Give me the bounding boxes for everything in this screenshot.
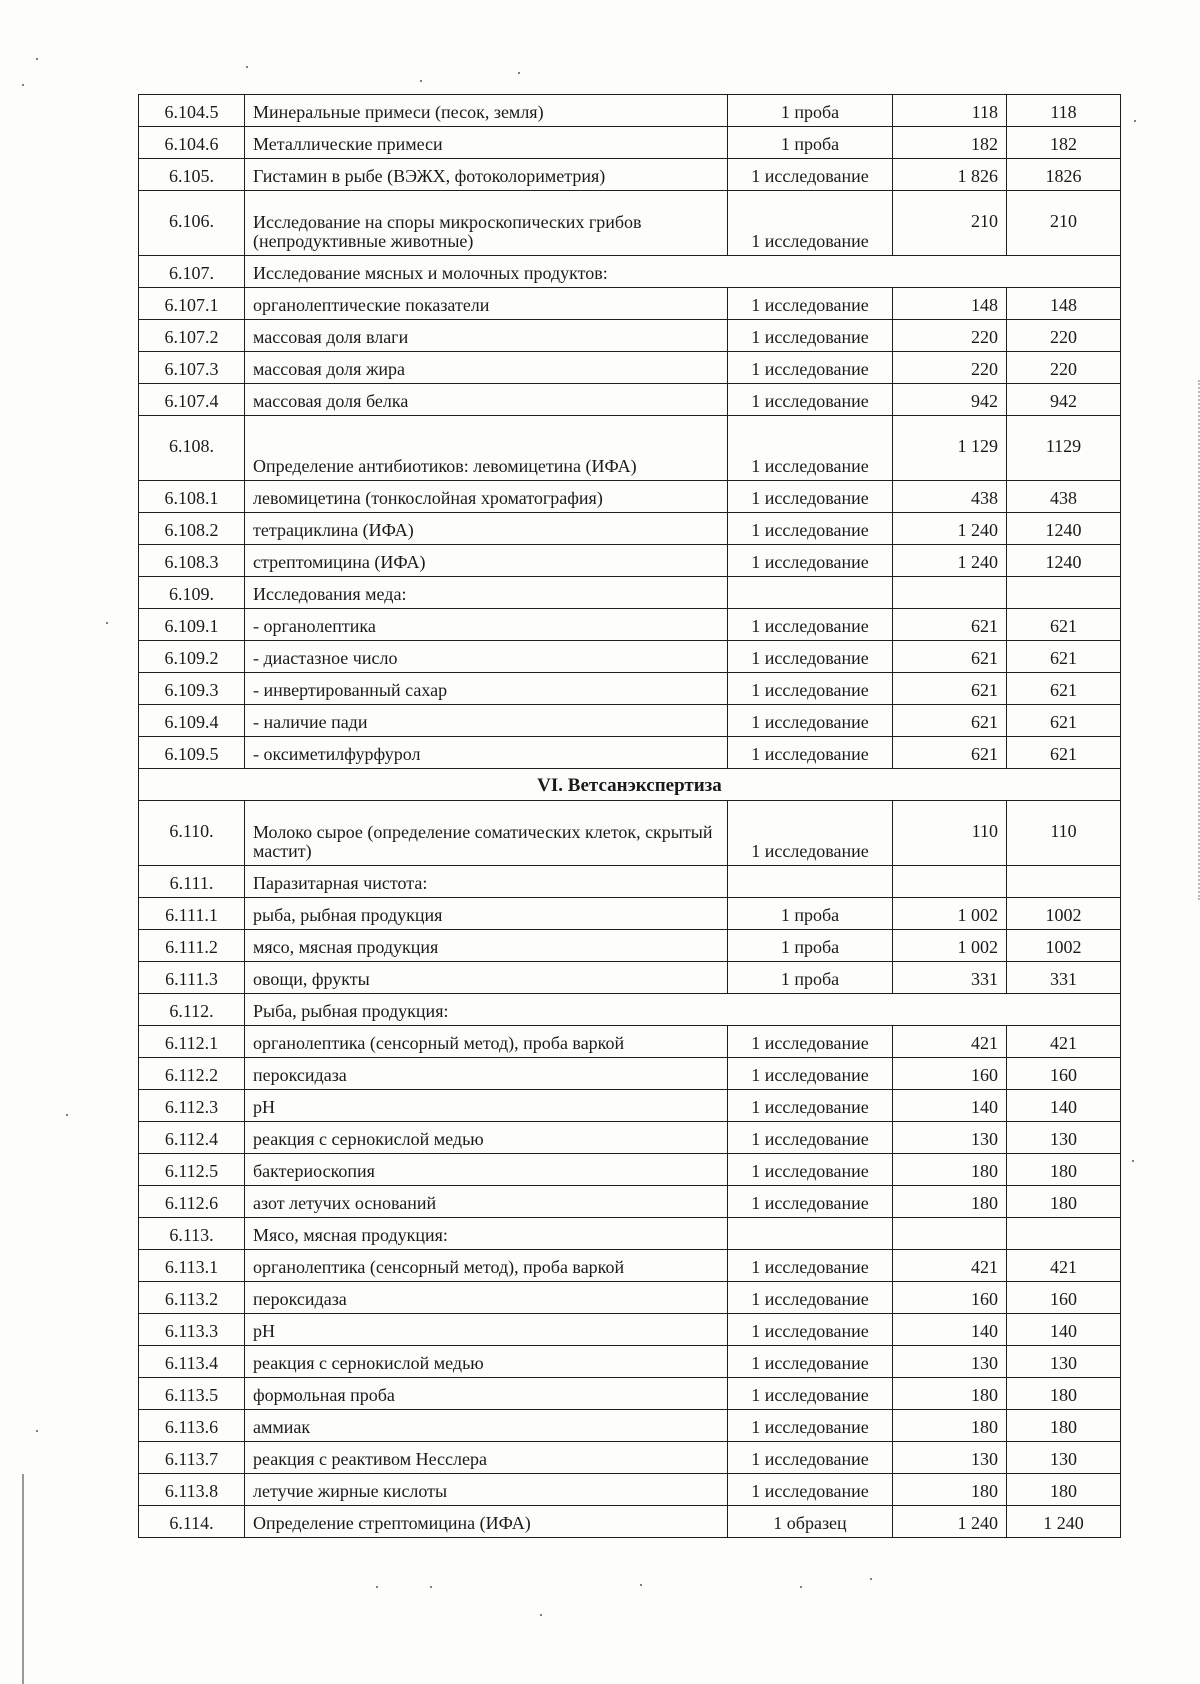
row-unit: 1 исследование — [728, 641, 893, 673]
row-name: Паразитарная чистота: — [245, 866, 728, 898]
row-name: - наличие пади — [245, 705, 728, 737]
row-code: 6.108.1 — [139, 481, 245, 513]
row-unit: 1 проба — [728, 127, 893, 159]
row-price-2: 130 — [1007, 1346, 1121, 1378]
row-unit: 1 исследование — [728, 288, 893, 320]
row-code: 6.112.1 — [139, 1026, 245, 1058]
row-price-2: 438 — [1007, 481, 1121, 513]
row-price-2: 180 — [1007, 1474, 1121, 1506]
row-unit: 1 исследование — [728, 1250, 893, 1282]
row-name: - диастазное число — [245, 641, 728, 673]
row-code: 6.113.6 — [139, 1410, 245, 1442]
table-row — [139, 320, 1121, 352]
table-row — [139, 673, 1121, 705]
row-price-2: 148 — [1007, 288, 1121, 320]
row-unit: 1 проба — [728, 95, 893, 127]
row-code: 6.111.3 — [139, 962, 245, 994]
table-row — [139, 384, 1121, 416]
row-code: 6.109. — [139, 577, 245, 609]
row-price-1: 421 — [893, 1250, 1007, 1282]
row-unit — [728, 1218, 893, 1250]
row-code: 6.107. — [139, 256, 245, 288]
row-code: 6.107.3 — [139, 352, 245, 384]
row-name: реакция с сернокислой медью — [245, 1122, 728, 1154]
row-unit: 1 исследование — [728, 1442, 893, 1474]
table-row — [139, 930, 1121, 962]
row-code: 6.109.3 — [139, 673, 245, 705]
row-price-1 — [893, 577, 1007, 609]
row-unit: 1 образец — [728, 1506, 893, 1538]
table-row — [139, 288, 1121, 320]
row-price-2: 140 — [1007, 1314, 1121, 1346]
table-row — [139, 1122, 1121, 1154]
row-name: летучие жирные кислоты — [245, 1474, 728, 1506]
table-row — [139, 416, 1121, 481]
row-code: 6.109.4 — [139, 705, 245, 737]
row-name: Гистамин в рыбе (ВЭЖХ, фотоколориметрия) — [245, 159, 728, 191]
row-name: Определение антибиотиков: левомицетина (ИФА) — [245, 416, 728, 481]
row-name: бактериоскопия — [245, 1154, 728, 1186]
row-unit: 1 исследование — [728, 545, 893, 577]
row-code: 6.107.4 — [139, 384, 245, 416]
row-price-1: 621 — [893, 673, 1007, 705]
row-price-1: 210 — [893, 191, 1007, 256]
row-price-2: 220 — [1007, 320, 1121, 352]
row-price-2: 118 — [1007, 95, 1121, 127]
price-table-body — [139, 95, 1121, 1538]
row-price-1: 180 — [893, 1474, 1007, 1506]
row-price-1: 130 — [893, 1122, 1007, 1154]
row-price-2: 1129 — [1007, 416, 1121, 481]
row-price-2: 180 — [1007, 1154, 1121, 1186]
row-code: 6.113.8 — [139, 1474, 245, 1506]
row-unit: 1 проба — [728, 930, 893, 962]
row-name: - инвертированный сахар — [245, 673, 728, 705]
table-row — [139, 1026, 1121, 1058]
row-unit: 1 проба — [728, 898, 893, 930]
row-code: 6.104.5 — [139, 95, 245, 127]
table-row — [139, 705, 1121, 737]
row-code: 6.113.1 — [139, 1250, 245, 1282]
row-price-1: 421 — [893, 1026, 1007, 1058]
row-price-2: 130 — [1007, 1442, 1121, 1474]
row-price-1: 180 — [893, 1410, 1007, 1442]
row-price-1: 1 240 — [893, 513, 1007, 545]
row-unit: 1 проба — [728, 962, 893, 994]
row-code: 6.111.2 — [139, 930, 245, 962]
row-price-1: 1 002 — [893, 898, 1007, 930]
row-name: pH — [245, 1314, 728, 1346]
table-row — [139, 545, 1121, 577]
row-price-2: 160 — [1007, 1282, 1121, 1314]
row-price-1: 160 — [893, 1058, 1007, 1090]
section-header-row — [139, 769, 1121, 801]
row-price-2: 621 — [1007, 705, 1121, 737]
row-price-1: 1 826 — [893, 159, 1007, 191]
row-price-2: 180 — [1007, 1186, 1121, 1218]
row-code: 6.111. — [139, 866, 245, 898]
row-unit: 1 исследование — [728, 1346, 893, 1378]
row-price-2: 1 240 — [1007, 1506, 1121, 1538]
row-price-1: 621 — [893, 609, 1007, 641]
table-row — [139, 1250, 1121, 1282]
row-price-2: 220 — [1007, 352, 1121, 384]
table-row — [139, 577, 1121, 609]
row-name: Исследования меда: — [245, 577, 728, 609]
row-price-2: 421 — [1007, 1250, 1121, 1282]
row-name: пероксидаза — [245, 1282, 728, 1314]
row-price-2: 1002 — [1007, 930, 1121, 962]
row-price-2: 180 — [1007, 1378, 1121, 1410]
row-name: органолептические показатели — [245, 288, 728, 320]
row-price-1: 182 — [893, 127, 1007, 159]
scan-edge-marks — [1190, 380, 1200, 900]
row-code: 6.104.6 — [139, 127, 245, 159]
row-unit: 1 исследование — [728, 1026, 893, 1058]
row-price-2: 110 — [1007, 801, 1121, 866]
row-name: реакция с реактивом Несслера — [245, 1442, 728, 1474]
row-code: 6.109.1 — [139, 609, 245, 641]
row-price-1: 621 — [893, 705, 1007, 737]
row-name: массовая доля белка — [245, 384, 728, 416]
row-name: Минеральные примеси (песок, земля) — [245, 95, 728, 127]
row-code: 6.114. — [139, 1506, 245, 1538]
row-price-2: 1240 — [1007, 513, 1121, 545]
table-row — [139, 962, 1121, 994]
row-unit: 1 исследование — [728, 1282, 893, 1314]
row-price-1: 130 — [893, 1442, 1007, 1474]
row-name: - оксиметилфурфурол — [245, 737, 728, 769]
row-price-2: 130 — [1007, 1122, 1121, 1154]
row-name: тетрациклина (ИФА) — [245, 513, 728, 545]
row-price-1 — [893, 1218, 1007, 1250]
row-name: левомицетина (тонкослойная хроматография) — [245, 481, 728, 513]
row-unit: 1 исследование — [728, 384, 893, 416]
row-name: аммиак — [245, 1410, 728, 1442]
table-row — [139, 1346, 1121, 1378]
section-title: VI. Ветсанэкспертиза — [139, 769, 1121, 801]
row-price-2: 942 — [1007, 384, 1121, 416]
row-name: мясо, мясная продукция — [245, 930, 728, 962]
row-unit: 1 исследование — [728, 1154, 893, 1186]
row-unit: 1 исследование — [728, 1314, 893, 1346]
table-row — [139, 609, 1121, 641]
row-unit: 1 исследование — [728, 801, 893, 866]
row-price-2 — [1007, 866, 1121, 898]
scan-left-edge — [0, 1474, 24, 1684]
row-price-2: 421 — [1007, 1026, 1121, 1058]
row-price-2: 160 — [1007, 1058, 1121, 1090]
row-name: азот летучих оснований — [245, 1186, 728, 1218]
table-row — [139, 1442, 1121, 1474]
row-price-1: 331 — [893, 962, 1007, 994]
row-unit: 1 исследование — [728, 737, 893, 769]
row-price-1: 621 — [893, 641, 1007, 673]
row-unit: 1 исследование — [728, 1058, 893, 1090]
row-code: 6.107.1 — [139, 288, 245, 320]
table-row — [139, 1410, 1121, 1442]
table-row — [139, 1474, 1121, 1506]
row-name: Определение стрептомицина (ИФА) — [245, 1506, 728, 1538]
row-unit: 1 исследование — [728, 609, 893, 641]
row-name: Исследование мясных и молочных продуктов: — [245, 256, 1121, 288]
row-price-1: 621 — [893, 737, 1007, 769]
table-row — [139, 1154, 1121, 1186]
row-unit: 1 исследование — [728, 159, 893, 191]
row-name: Молоко сырое (определение соматических клеток, скрытый мастит) — [245, 801, 728, 866]
table-row — [139, 1186, 1121, 1218]
table-row — [139, 1282, 1121, 1314]
row-unit: 1 исследование — [728, 1378, 893, 1410]
table-row — [139, 513, 1121, 545]
row-price-1: 1 240 — [893, 1506, 1007, 1538]
row-unit: 1 исследование — [728, 673, 893, 705]
table-row — [139, 737, 1121, 769]
row-code: 6.106. — [139, 191, 245, 256]
row-code: 6.105. — [139, 159, 245, 191]
table-row — [139, 1378, 1121, 1410]
row-price-2: 1002 — [1007, 898, 1121, 930]
row-unit — [728, 577, 893, 609]
row-price-1: 1 129 — [893, 416, 1007, 481]
row-code: 6.108. — [139, 416, 245, 481]
row-code: 6.113. — [139, 1218, 245, 1250]
row-name: стрептомицина (ИФА) — [245, 545, 728, 577]
row-code: 6.108.2 — [139, 513, 245, 545]
row-unit — [728, 866, 893, 898]
row-price-1: 140 — [893, 1090, 1007, 1122]
row-unit: 1 исследование — [728, 513, 893, 545]
row-price-2: 1240 — [1007, 545, 1121, 577]
table-row — [139, 866, 1121, 898]
row-price-2: 621 — [1007, 673, 1121, 705]
row-code: 6.113.3 — [139, 1314, 245, 1346]
row-unit: 1 исследование — [728, 1474, 893, 1506]
row-price-1: 1 240 — [893, 545, 1007, 577]
table-row — [139, 352, 1121, 384]
table-row — [139, 1058, 1121, 1090]
row-unit: 1 исследование — [728, 191, 893, 256]
row-name: pH — [245, 1090, 728, 1122]
row-code: 6.113.7 — [139, 1442, 245, 1474]
row-code: 6.107.2 — [139, 320, 245, 352]
row-unit: 1 исследование — [728, 352, 893, 384]
row-price-2: 182 — [1007, 127, 1121, 159]
row-name: овощи, фрукты — [245, 962, 728, 994]
table-row — [139, 1314, 1121, 1346]
price-table — [138, 94, 1121, 1538]
row-name: - органолептика — [245, 609, 728, 641]
row-unit: 1 исследование — [728, 481, 893, 513]
table-row — [139, 801, 1121, 866]
row-name: реакция с сернокислой медью — [245, 1346, 728, 1378]
row-code: 6.112.4 — [139, 1122, 245, 1154]
row-code: 6.110. — [139, 801, 245, 866]
row-code: 6.109.2 — [139, 641, 245, 673]
row-code: 6.112.5 — [139, 1154, 245, 1186]
table-row — [139, 1506, 1121, 1538]
row-code: 6.108.3 — [139, 545, 245, 577]
row-name: массовая доля влаги — [245, 320, 728, 352]
row-unit: 1 исследование — [728, 320, 893, 352]
row-code: 6.113.4 — [139, 1346, 245, 1378]
table-row — [139, 159, 1121, 191]
table-row — [139, 191, 1121, 256]
row-price-1: 148 — [893, 288, 1007, 320]
row-price-2 — [1007, 577, 1121, 609]
row-price-1: 118 — [893, 95, 1007, 127]
row-price-1: 220 — [893, 352, 1007, 384]
row-price-2: 1826 — [1007, 159, 1121, 191]
table-row — [139, 994, 1121, 1026]
table-row — [139, 1218, 1121, 1250]
row-name: рыба, рыбная продукция — [245, 898, 728, 930]
row-name: органолептика (сенсорный метод), проба варкой — [245, 1250, 728, 1282]
table-row — [139, 127, 1121, 159]
row-price-2: 331 — [1007, 962, 1121, 994]
row-code: 6.113.5 — [139, 1378, 245, 1410]
table-row — [139, 898, 1121, 930]
row-name: формольная проба — [245, 1378, 728, 1410]
row-code: 6.113.2 — [139, 1282, 245, 1314]
row-price-1: 180 — [893, 1378, 1007, 1410]
row-code: 6.109.5 — [139, 737, 245, 769]
table-row — [139, 256, 1121, 288]
row-code: 6.112. — [139, 994, 245, 1026]
row-unit: 1 исследование — [728, 416, 893, 481]
row-price-1: 180 — [893, 1154, 1007, 1186]
table-row — [139, 95, 1121, 127]
row-price-1: 438 — [893, 481, 1007, 513]
table-row — [139, 641, 1121, 673]
row-price-1: 1 002 — [893, 930, 1007, 962]
row-name: Металлические примеси — [245, 127, 728, 159]
row-price-2: 621 — [1007, 609, 1121, 641]
row-price-1: 180 — [893, 1186, 1007, 1218]
row-unit: 1 исследование — [728, 1122, 893, 1154]
row-price-2: 621 — [1007, 737, 1121, 769]
row-unit: 1 исследование — [728, 1090, 893, 1122]
row-code: 6.112.3 — [139, 1090, 245, 1122]
row-price-2: 210 — [1007, 191, 1121, 256]
row-unit: 1 исследование — [728, 705, 893, 737]
row-name: Мясо, мясная продукция: — [245, 1218, 728, 1250]
row-price-2: 180 — [1007, 1410, 1121, 1442]
row-unit: 1 исследование — [728, 1410, 893, 1442]
table-row — [139, 1090, 1121, 1122]
row-price-2: 140 — [1007, 1090, 1121, 1122]
row-name: массовая доля жира — [245, 352, 728, 384]
row-price-1: 160 — [893, 1282, 1007, 1314]
row-price-1: 110 — [893, 801, 1007, 866]
row-price-2: 621 — [1007, 641, 1121, 673]
row-price-1: 942 — [893, 384, 1007, 416]
row-code: 6.111.1 — [139, 898, 245, 930]
row-price-1: 140 — [893, 1314, 1007, 1346]
row-code: 6.112.6 — [139, 1186, 245, 1218]
row-price-1: 130 — [893, 1346, 1007, 1378]
table-row — [139, 481, 1121, 513]
row-name: органолептика (сенсорный метод), проба варкой — [245, 1026, 728, 1058]
row-code: 6.112.2 — [139, 1058, 245, 1090]
row-unit: 1 исследование — [728, 1186, 893, 1218]
row-name: Рыба, рыбная продукция: — [245, 994, 1121, 1026]
row-price-2 — [1007, 1218, 1121, 1250]
row-name: Исследование на споры микроскопических грибов (непродуктивные животные) — [245, 191, 728, 256]
row-price-1 — [893, 866, 1007, 898]
row-name: пероксидаза — [245, 1058, 728, 1090]
row-price-1: 220 — [893, 320, 1007, 352]
